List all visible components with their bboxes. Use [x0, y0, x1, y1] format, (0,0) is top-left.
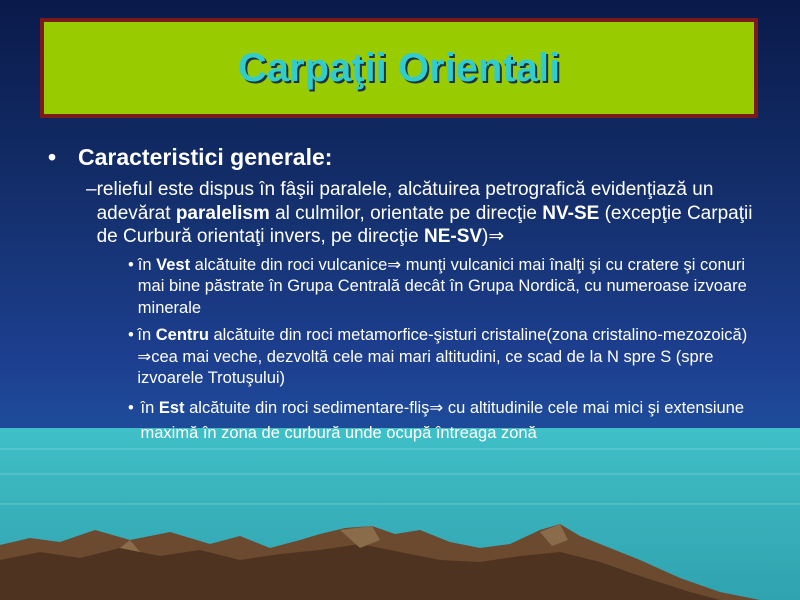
slide-title: Carpaţii Orientali — [237, 45, 561, 90]
bullet-dash-icon: – — [86, 179, 97, 200]
bullet-est — [128, 396, 768, 446]
bullet-heading: Caracteristici generale: — [78, 144, 333, 170]
bullet-centru — [128, 325, 768, 390]
bullet-dot-icon: • — [128, 326, 134, 344]
bullet-level2 — [86, 178, 768, 249]
bullet-level2-text: relieful este dispus în fâşii paralele, alcătuirea petrografică evidenţiază un adevărat paralelism al culmilor, orientate pe direcţie NV-SE (excepţie Carpaţii de Curbură orientaţi invers, pe direcţie NE-SV)⇒ — [96, 179, 753, 247]
bullet-dot-icon: • — [128, 255, 134, 274]
slide-content — [48, 142, 768, 446]
bullet-vest — [128, 255, 768, 320]
bullet-est-text: în Est alcătuite din roci sedimentare-fliş⇒ cu altitudinile cele mai mici şi extensiune maximă în zona de curbură unde ocupă întreaga zonă — [140, 398, 745, 442]
bullet-dot-icon: • — [48, 144, 57, 170]
bullet-dot-icon: • — [128, 398, 134, 417]
title-box — [40, 18, 758, 118]
bullet-centru-text: în Centru alcătuite din roci metamorfice-şisturi cristaline(zona cristalino-mezozoică) ⇒cea mai veche, dezvoltă cele mai mari altitudini, ce scad de la N spre S (spre izvoarele Trotuşului) — [137, 326, 748, 387]
bullet-vest-text: în Vest alcătuite din roci vulcanice⇒ munţi vulcanici mai înalţi şi cu cratere şi conuri mai bine păstrate în Grupa Centrală decât în Grupa Nordică, cu numeroase izvoare minerale — [137, 255, 747, 317]
mountains-image — [0, 500, 800, 600]
bullet-level1 — [48, 142, 768, 172]
